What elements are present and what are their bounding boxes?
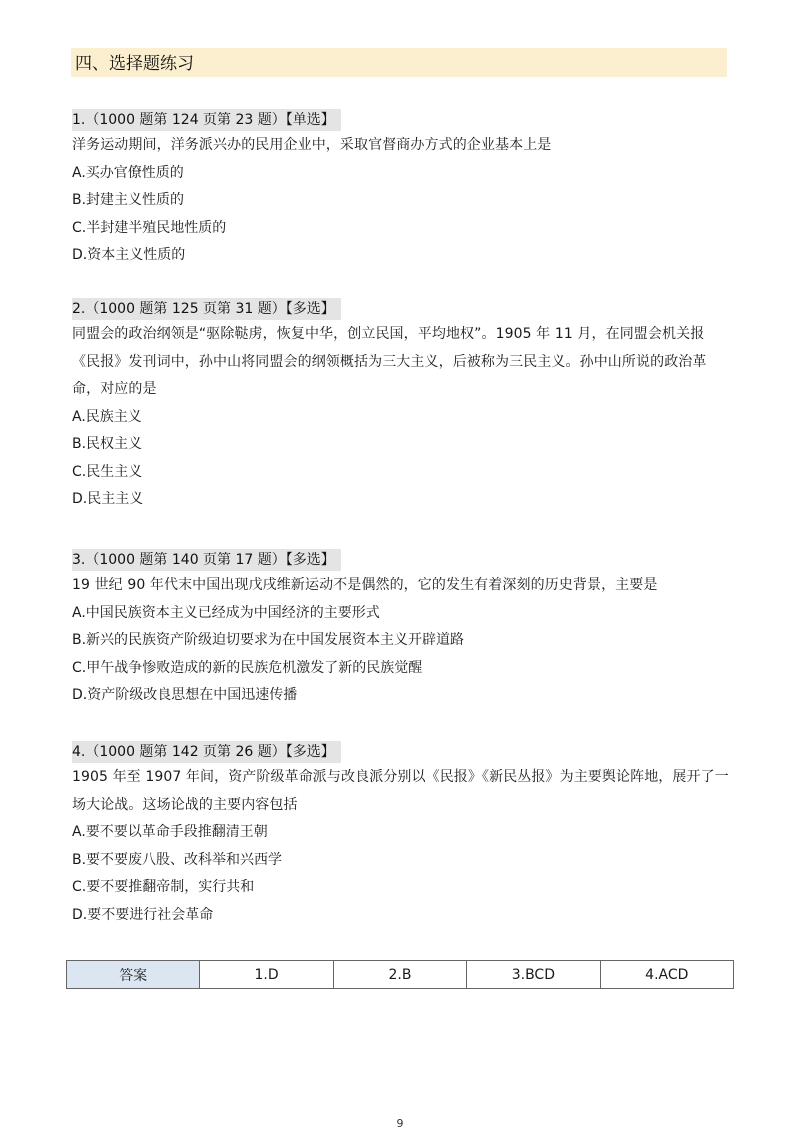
option-b: B.要不要废八股、改科举和兴西学 — [72, 851, 283, 868]
option-c: C.要不要推翻帝制，实行共和 — [72, 879, 255, 895]
answer-cell: 2.B — [333, 961, 466, 989]
question-stem: 19 世纪 90 年代末中国出现戊戌维新运动不是偶然的，它的发生有着深刻的历史背景，主要是 — [72, 577, 658, 593]
question-stem: 1905 年至 1907 年间，资产阶级革命派与改良派分别以《民报》《新民丛报》为主要舆论阵地，展开了一场大论战。这场论战的主要内容包括 — [72, 769, 729, 813]
option-b: B.民权主义 — [72, 436, 143, 452]
question-header: 2.（1000 题第 125 页第 31 题）【多选】 — [72, 298, 341, 320]
option-a: A.要不要以革命手段推翻清王朝 — [72, 824, 268, 840]
option-b: B.封建主义性质的 — [72, 192, 185, 208]
answer-table — [66, 960, 734, 989]
question-stem: 同盟会的政治纲领是“驱除鞑虏，恢复中华，创立民国，平均地权”。1905 年 11 月，在同盟会机关报《民报》发刊词中，孙中山将同盟会的纲领概括为三大主义，后被称为三民主义。孙中山所说的政治革命，对应的是 — [72, 326, 707, 397]
option-a: A.民族主义 — [72, 408, 142, 425]
answer-row — [67, 961, 734, 989]
question-4 — [72, 741, 732, 929]
answer-cell: 1.D — [200, 961, 333, 989]
question-header: 3.（1000 题第 140 页第 17 题）【多选】 — [72, 549, 341, 571]
question-1 — [72, 109, 732, 270]
option-a: A.买办官僚性质的 — [72, 164, 184, 181]
page-number: 9 — [396, 1117, 404, 1130]
answer-cell: 4.ACD — [600, 961, 733, 989]
question-header: 4.（1000 题第 142 页第 26 题）【多选】 — [72, 741, 341, 763]
option-d: D.要不要进行社会革命 — [72, 906, 214, 923]
answer-label-cell: 答案 — [67, 961, 200, 989]
option-b: B.新兴的民族资产阶级迫切要求为在中国发展资本主义开辟道路 — [72, 632, 465, 648]
option-c: C.民生主义 — [72, 463, 143, 480]
option-d: D.资本主义性质的 — [72, 247, 186, 263]
option-d: D.民主主义 — [72, 491, 144, 507]
answer-cell: 3.BCD — [467, 961, 600, 989]
question-3 — [72, 549, 732, 710]
option-a: A.中国民族资本主义已经成为中国经济的主要形式 — [72, 604, 380, 621]
question-2 — [72, 298, 732, 514]
option-c: C.半封建半殖民地性质的 — [72, 219, 227, 236]
question-stem: 洋务运动期间，洋务派兴办的民用企业中，采取官督商办方式的企业基本上是 — [72, 137, 552, 153]
section-title: 四、选择题练习 — [71, 48, 727, 77]
option-c: C.甲午战争惨败造成的新的民族危机激发了新的民族觉醒 — [72, 659, 423, 676]
option-d: D.资产阶级改良思想在中国迅速传播 — [72, 687, 298, 703]
question-header: 1.（1000 题第 124 页第 23 题）【单选】 — [72, 109, 341, 131]
